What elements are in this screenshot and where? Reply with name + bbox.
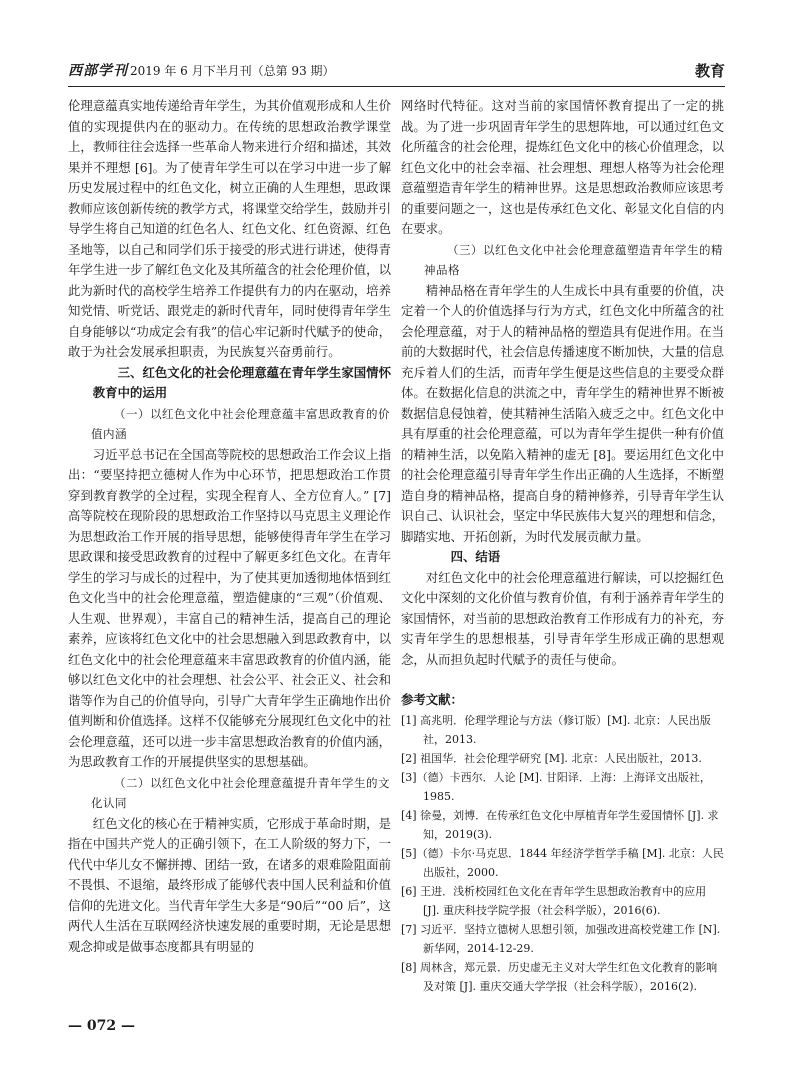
references (401, 690, 724, 996)
reference-item: [6] 王进．浅析校园红色文化在青年学生思想政治教育中的应用 [J]. 重庆科技学院学报（社会科学版），2016(6). (401, 884, 707, 917)
page-number: — 072 — (68, 1018, 135, 1034)
reference-item: [8] 周林含，郑元景．历史虚无主义对大学生红色文化教育的影响及对策 [J]. 重庆交通大学学报（社会科学版），2016(2). (401, 960, 718, 993)
reference-item: [3]（德）卡西尔．人论 [M]. 甘阳译．上海：上海译文出版社，1985. (401, 770, 711, 803)
right-column (401, 96, 724, 996)
section-heading: 三、红色文化的社会伦理意蕴在青年学生家国情怀教育中的运用 (92, 364, 391, 400)
paragraph: 精神品格在青年学生的人生成长中具有重要的价值，决定着一个人的价值选择与行为方式，红色文化中所蕴含的社会伦理意蕴，对于人的精神品格的塑造具有促进作用。在当前的大数据时代，社会信息传播速度不断加快，大量的信息充斥着人们的生活，而青年学生便是这些信息的主要受众群体。在数据化信息的洪流之中，青年学生的精神世界不断被数据信息侵蚀着，使其精神生活陷入疲乏之中。红色文化中具有厚重的社会伦理意蕴，可以为青年学生提供一种有价值的精神生活，以免陷入精神的虚无 [8]。要运用红色文化中的社会伦理意蕴引导青年学生作出正确的人生选择，不断塑造自身的精神品格，提高自身的精神修养，引导青年学生认识自己、认识社会，坚定中华民族伟大复兴的理想和信念，脚踏实地、开拓创新，为时代发展贡献力量。 (401, 282, 724, 544)
paragraph: 伦理意蕴真实地传递给青年学生，为其价值观形成和人生价值的实现提供内在的驱动力。在传统的思想政治教学课堂上，教师往往会选择一些革命人物来进行介绍和描述，其效果并不理想 [6]。为了使青年学生可以在学习中进一步了解历史发展过程中的红色文化，树立正确的人生理想，思政课教师应该创新传统的教学方式，将课堂交给学生，鼓励并引导学生将自己知道的红色名人、红色文化、红色资源、红色圣地等，以自己和同学们乐于接受的形式进行讲述，使得青年学生进一步了解红色文化及其所蕴含的社会伦理价值，以此为新时代的高校学生培养工作提供有力的内在驱动，培养知党情、听党话、跟党走的新时代青年，同时使得青年学生自身能够以“功成定会有我”的信心牢记新时代赋予的使命，敢于为社会发展承担职责，为民族复兴奋勇前行。 (68, 98, 391, 359)
issue-info: 2019 年 6 月下半月刊（总第 93 期） (130, 64, 335, 78)
reference-item: [4] 徐曼，刘博．在传承红色文化中厚植青年学生爱国情怀 [J]. 求知，2019(3). (401, 808, 719, 841)
header-rule (68, 86, 725, 87)
references-title: 参考文献： (401, 692, 463, 707)
reference-item: [5]（德）卡尔·马克思．1844 年经济学哲学手稿 [M]. 北京：人民出版社，2000. (401, 846, 724, 879)
section-heading: 四、结语 (450, 549, 501, 564)
journal-logo: 西部学刊 (68, 63, 128, 79)
reference-item: [2] 祖国华．社会伦理学研究 [M]. 北京：人民出版社，2013. (401, 751, 702, 765)
paragraph: 红色文化的核心在于精神实质，它形成于革命时期，是指在中国共产党人的正确引领下，在工人阶级的努力下，一代代中华儿女不懈拼搏、团结一致，在诸多的艰难险阻面前不畏惧、不退缩，最终形成了能够代表中国人民利益和价值信仰的先进文化。当代青年学生大多是“90后”“00 后”，这两代人生活在互联网经济快速发展的重要时期，无论是思想观念抑或是做事态度都具有明显的 (68, 815, 391, 954)
left-column (68, 96, 391, 957)
reference-item: [1] 高兆明．伦理学理论与方法（修订版）[M]. 北京：人民出版社，2013. (401, 713, 711, 746)
subsection-heading: （三）以红色文化中社会伦理意蕴塑造青年学生的精神品格 (424, 242, 723, 277)
paragraph: 对红色文化中的社会伦理意蕴进行解读，可以挖掘红色文化中深刻的文化价值与教育价值，有利于涵养青年学生的家国情怀，对当前的思想政治教育工作形成有力的补充，夯实青年学生的思想根基，引导青年学生形成正确的思想观念，从而担负起时代赋予的责任与使命。 (401, 569, 724, 667)
paragraph: 习近平总书记在全国高等院校的思想政治工作会议上指出：“要坚持把立德树人作为中心环节，把思想政治工作贯穿到教育教学的全过程，实现全程育人、全方位育人。” [7] 高等院校在现阶段的思想政治工作坚持以马克思主义理论作为思想政治工作开展的指导思想，能够使得青年学生在学习思政课和接受思政教育的过程中了解更多红色文化。在青年学生的学习与成长的过程中，为了使其更加透彻地体悟到红色文化当中的社会伦理意蕴，塑造健康的“三观”（价值观、人生观、世界观），丰富自己的精神生活，提高自己的理论素养，应该将红色文化中的社会思想融入到思政教育中，以红色文化中的社会伦理意蕴来丰富思政教育的价值内涵，能够以红色文化中的社会理想、社会公平、社会正义、社会和谐等作为自己的价值导向，引导广大青年学生正确地作出价值判断和价值选择。这样不仅能够充分展现红色文化中的社会伦理意蕴，还可以进一步丰富思想政治教育的价值内涵，为思政教育工作的开展提供坚实的思想基础。 (68, 446, 391, 769)
section-tag: 教育 (694, 62, 725, 80)
reference-item: [7] 习近平．坚持立德树人思想引领，加强改进高校党建工作 [N]. 新华网，2014-12-29. (401, 922, 721, 955)
subsection-heading: （二）以红色文化中社会伦理意蕴提升青年学生的文化认同 (91, 775, 390, 810)
subsection-heading: （一）以红色文化中社会伦理意蕴丰富思政教育的价值内涵 (91, 406, 390, 441)
page-header (68, 58, 725, 84)
paragraph: 网络时代特征。这对当前的家国情怀教育提出了一定的挑战。为了进一步巩固青年学生的思想阵地，可以通过红色文化所蕴含的社会伦理，提炼红色文化中的核心价值理念，以红色文化中的社会幸福、社会理想、理想人格等为社会伦理意蕴塑造青年学生的精神世界。这是思想政治教师应该思考的重要问题之一，这也是传承红色文化、彰显文化自信的内在要求。 (401, 98, 724, 236)
